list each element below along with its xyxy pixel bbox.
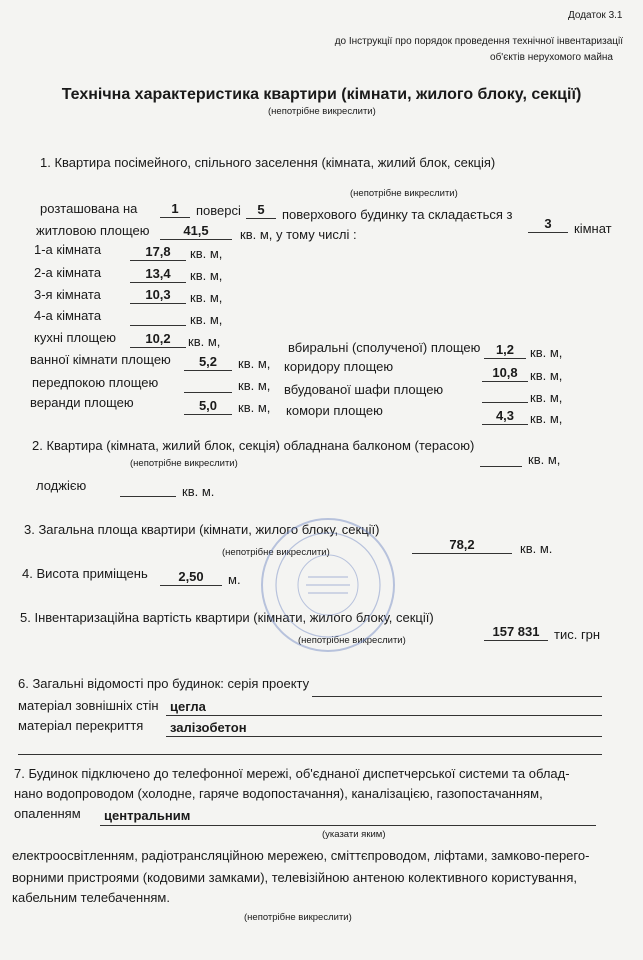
inventory-value: 157 831	[492, 624, 540, 639]
height-unit: м.	[228, 572, 241, 587]
official-stamp	[258, 515, 398, 655]
heating-specify-note: (указати яким)	[322, 829, 386, 840]
s1-strike-note: (непотрібне викреслити)	[350, 188, 458, 199]
room1-unit: кв. м,	[190, 246, 223, 261]
hall-unit: кв. м,	[238, 378, 271, 393]
loggia-unit: кв. м.	[182, 484, 215, 499]
s4-heading: 4. Висота приміщень	[22, 566, 148, 581]
corridor-value: 10,8	[492, 365, 518, 380]
heating-value: центральним	[104, 808, 191, 823]
sqm-incl: кв. м, у тому числі :	[240, 227, 357, 242]
building-text: поверхового будинку та складається з	[282, 207, 513, 222]
document-title: Технічна характеристика квартири (кімнати, жилого блоку, секції)	[61, 86, 582, 103]
room2-label: 2-а кімната	[34, 265, 102, 280]
bath-unit: кв. м,	[238, 356, 271, 371]
title-strike-note: (непотрібне викреслити)	[268, 106, 376, 117]
room3-value: 10,3	[145, 287, 171, 302]
s3-strike-note: (непотрібне викреслити)	[222, 547, 330, 558]
s5-strike-note: (непотрібне викреслити)	[298, 635, 406, 646]
floor-word: поверсі	[196, 203, 241, 218]
balcony-unit: кв. м,	[528, 452, 561, 467]
corridor-unit: кв. м,	[530, 368, 563, 383]
kitchen-unit: кв. м,	[188, 334, 221, 349]
hall-label: передпокою площею	[32, 375, 159, 390]
veranda-label: веранди площею	[30, 395, 134, 410]
s7-line5: ворними пристроями (кодовими замками), телевізійною антеною колективного користування,	[12, 870, 577, 885]
room3-label: 3-я кімната	[34, 287, 101, 302]
storage-label: комори площею	[286, 403, 383, 418]
total-area-unit: кв. м.	[520, 541, 553, 556]
floors-total-value: 5	[257, 202, 265, 217]
room2-value: 13,4	[145, 266, 171, 281]
s7-line4: електроосвітленням, радіотрансляційною мережею, сміттєпроводом, ліфтами, замково-перего-	[12, 848, 590, 863]
roof-value: залізобетон	[170, 720, 247, 735]
inventory-unit: тис. грн	[554, 627, 601, 642]
total-area-value: 78,2	[449, 537, 475, 552]
roof-label: матеріал перекриття	[18, 718, 144, 733]
living-area-value: 41,5	[183, 223, 209, 238]
loggia-label: лоджією	[36, 478, 87, 493]
rooms-value: 3	[544, 216, 552, 231]
kitchen-label: кухні площею	[34, 330, 117, 345]
veranda-value: 5,0	[198, 398, 218, 413]
s7-strike-note: (непотрібне викреслити)	[244, 912, 352, 923]
s7-line1: 7. Будинок підключено до телефонної мережі, об'єднаної диспетчерської системи та облад-	[14, 766, 570, 781]
closet-unit: кв. м,	[530, 390, 563, 405]
walls-value: цегла	[170, 699, 206, 714]
room1-value: 17,8	[145, 244, 171, 259]
kitchen-value: 10,2	[145, 331, 171, 346]
s5-heading: 5. Інвентаризаційна вартість квартири (кімнати, жилого блоку, секції)	[20, 610, 434, 625]
annex-label: Додаток 3.1	[568, 10, 623, 21]
s7-line2: нано водопроводом (холодне, гаряче водопостачання), каналізацією, газопостачанням,	[14, 786, 543, 801]
storage-value: 4,3	[495, 408, 515, 423]
walls-label: матеріал зовнішніх стін	[18, 698, 159, 713]
annex-ref-line2: об'єктів нерухомого майна	[490, 52, 613, 63]
room3-unit: кв. м,	[190, 290, 223, 305]
bath-label: ванної кімнати площею	[30, 352, 171, 367]
veranda-unit: кв. м,	[238, 400, 271, 415]
bath-value: 5,2	[198, 354, 218, 369]
living-area-label: житловою площею	[36, 223, 150, 238]
s7-line6: кабельним телебаченням.	[12, 890, 170, 905]
toilet-label: вбиральні (сполученої) площею	[288, 340, 481, 355]
height-value: 2,50	[178, 569, 204, 584]
toilet-unit: кв. м,	[530, 345, 563, 360]
floor-value: 1	[171, 201, 179, 216]
s3-heading: 3. Загальна площа квартири (кімнати, жилого блоку, секції)	[24, 522, 380, 537]
room2-unit: кв. м,	[190, 268, 223, 283]
closet-label: вбудованої шафи площею	[284, 382, 444, 397]
heating-label: опаленням	[14, 806, 81, 821]
storage-unit: кв. м,	[530, 411, 563, 426]
rooms-word: кімнат	[574, 221, 612, 236]
s2-heading: 2. Квартира (кімната, жилий блок, секція) обладнана балконом (терасою)	[32, 438, 475, 453]
s2-strike-note: (непотрібне викреслити)	[130, 458, 238, 469]
annex-ref-line1: до Інструкції про порядок проведення технічної інвентаризації	[334, 36, 623, 47]
s1-heading: 1. Квартира посімейного, спільного заселення (кімната, жилий блок, секція)	[40, 155, 496, 170]
corridor-label: коридору площею	[284, 359, 394, 374]
room4-unit: кв. м,	[190, 312, 223, 327]
s6-heading: 6. Загальні відомості про будинок: серія проекту	[18, 676, 310, 691]
room4-label: 4-а кімната	[34, 308, 102, 323]
toilet-value: 1,2	[495, 342, 515, 357]
s1-located-label: розташована на	[40, 201, 138, 216]
room1-label: 1-а кімната	[34, 242, 102, 257]
